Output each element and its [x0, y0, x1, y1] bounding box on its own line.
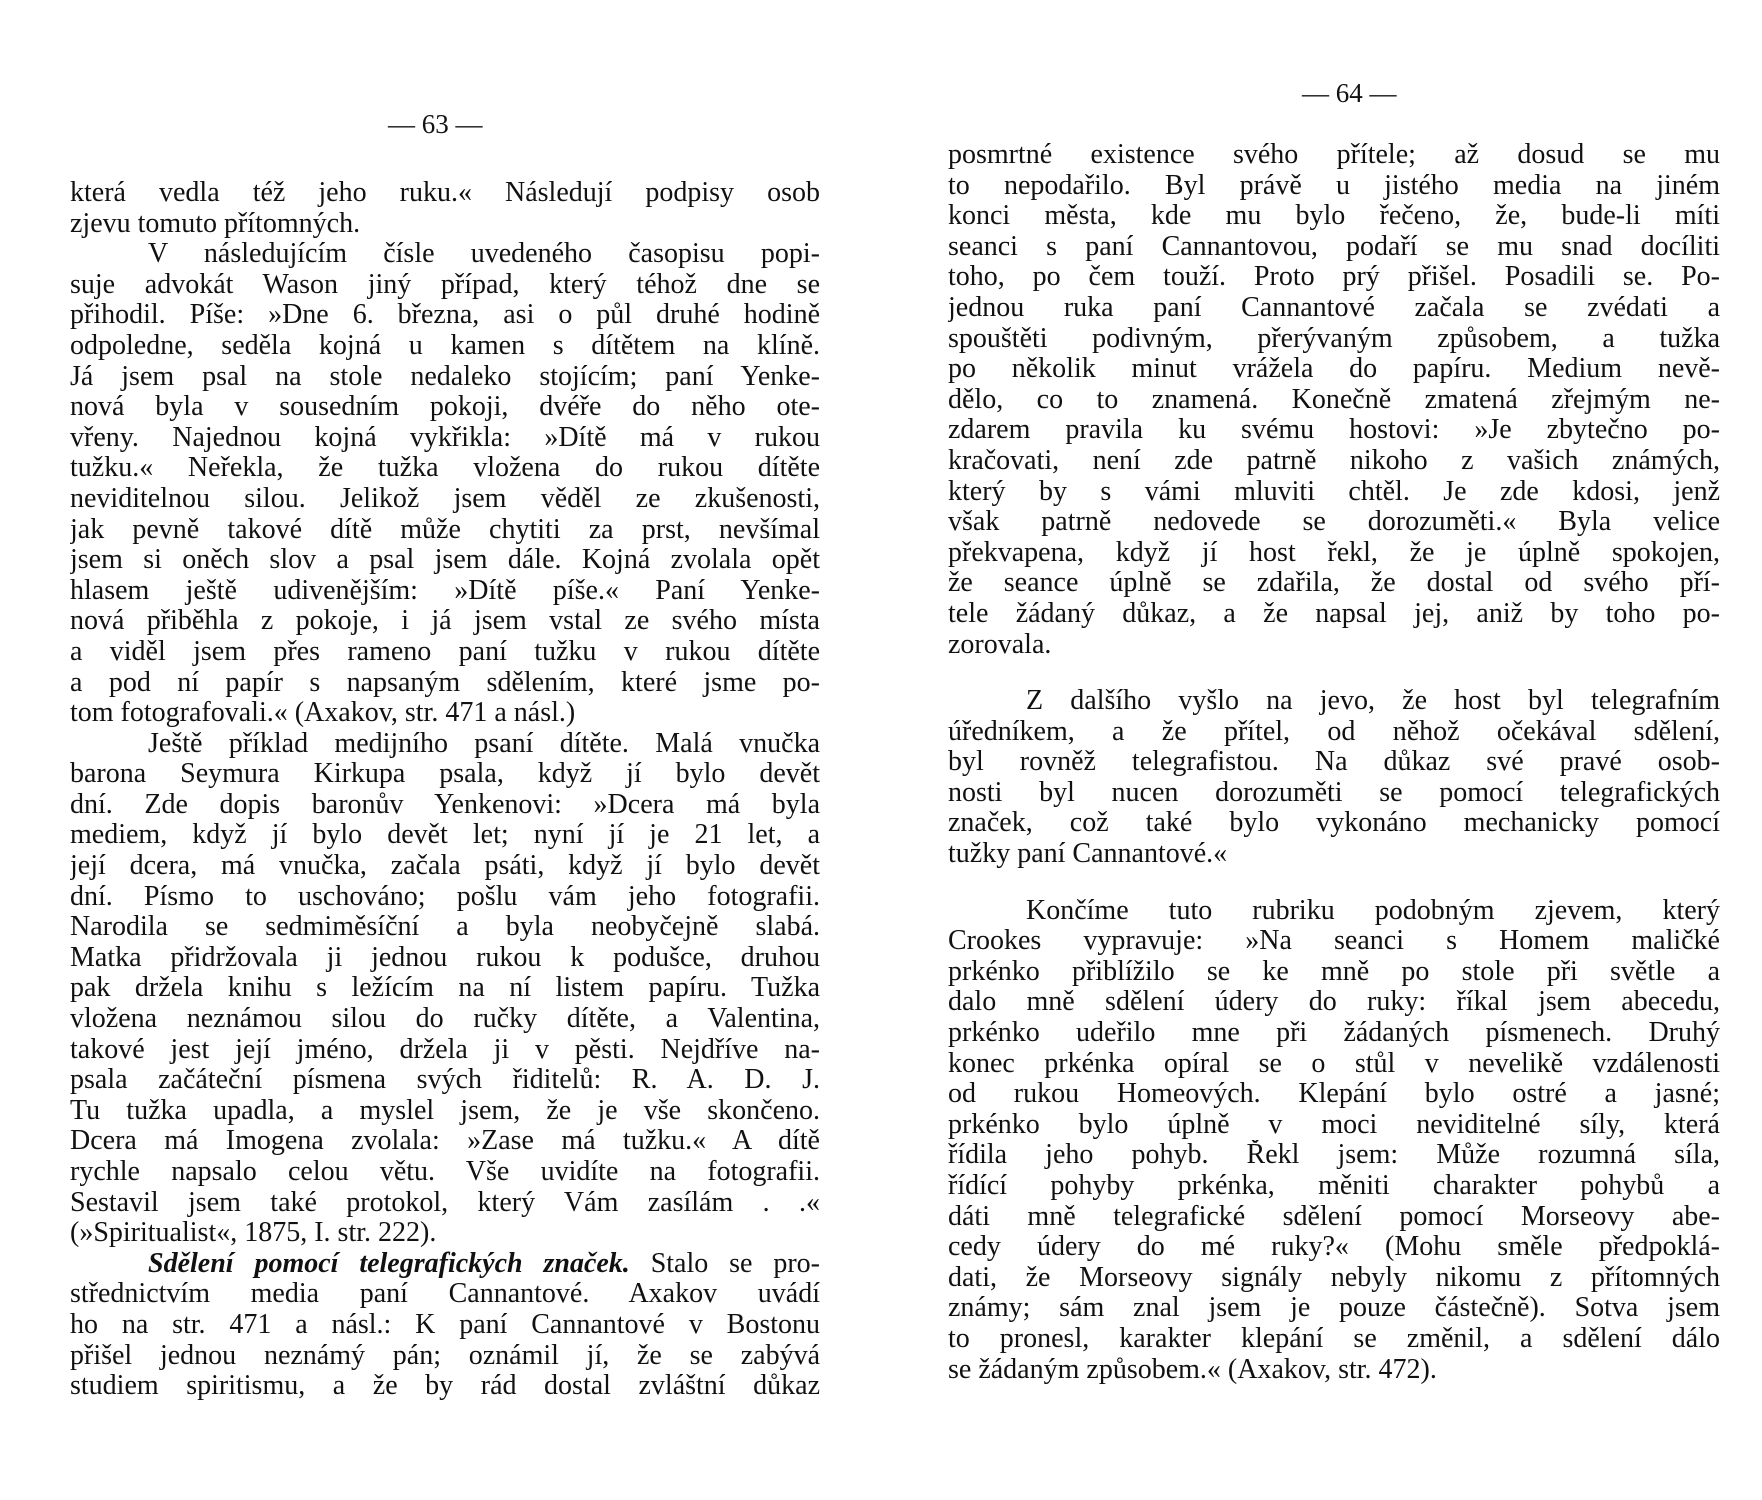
- text-line: [70, 1218, 820, 1249]
- text-line: [70, 790, 820, 821]
- line-text: takové jest její jméno, držela ji v pěsti. Nejdříve na-: [70, 1034, 820, 1065]
- text-line: [70, 973, 820, 1004]
- line-text: úředníkem, a že přítel, od něhož očekával sdělení,: [948, 716, 1720, 747]
- text-line: [948, 354, 1720, 385]
- text-line: [948, 747, 1720, 778]
- line-text: Dcera má Imogena zvolala: »Zase má tužku.« A dítě: [70, 1126, 820, 1157]
- line-text: prkénko udeřilo mne při žádaných písmenech. Druhý: [948, 1018, 1720, 1049]
- text-line: [70, 270, 820, 301]
- text-line: [948, 538, 1720, 569]
- text-line: [70, 1126, 820, 1157]
- line-text: po několik minut vrážela do papíru. Medium nevě-: [948, 354, 1720, 385]
- text-line: [70, 606, 820, 637]
- line-text: hlasem ještě udivenějším: »Dítě píše.« Paní Yenke-: [70, 575, 820, 606]
- text-line: [948, 957, 1720, 988]
- text-line: [948, 262, 1720, 293]
- line-text: neviditelnou silou. Jelikož jsem věděl ze zkušenosti,: [70, 483, 820, 514]
- text-line: [948, 568, 1720, 599]
- text-line: [70, 729, 820, 760]
- line-text: posmrtné existence svého přítele; až dosud se mu: [948, 140, 1720, 170]
- line-text: však patrně nedovede se dorozuměti.« Byla velice: [948, 507, 1720, 538]
- line-text: ho na str. 471 a násl.: K paní Cannantové v Bostonu: [70, 1309, 820, 1340]
- text-line: [948, 1232, 1720, 1263]
- text-line: [70, 576, 820, 607]
- text-line: [70, 515, 820, 546]
- text-line: [948, 1293, 1720, 1324]
- text-line: [70, 1035, 820, 1066]
- text-line: [948, 987, 1720, 1018]
- line-text: suje advokát Wason jiný případ, který téhož dne se: [70, 269, 820, 300]
- line-text: prkénko bylo úplně v moci neviditelné síly, která: [948, 1109, 1720, 1140]
- text-line: [70, 637, 820, 668]
- paragraph-gap: [948, 660, 1720, 686]
- line-text: vřeny. Najednou kojná vykřikla: »Dítě má v rukou: [70, 422, 820, 453]
- line-text: zorovala.: [948, 629, 1052, 660]
- line-text: dalo mně sdělení údery do ruky: říkal jsem abecedu,: [948, 987, 1720, 1018]
- line-text: nová přiběhla z pokoje, i já jsem vstal ze svého místa: [70, 606, 820, 637]
- line-text: barona Seymura Kirkupa psala, když jí bylo devět: [70, 759, 820, 790]
- line-text: studiem spiritismu, a že by rád dostal zvláštní důkaz: [70, 1371, 820, 1402]
- line-text: to pronesl, karakter klepání se změnil, a sdělení dálo: [948, 1323, 1720, 1354]
- line-text: (»Spiritualist«, 1875, I. str. 222).: [70, 1218, 437, 1249]
- text-line: [948, 171, 1720, 202]
- page-number: — 64 —: [1302, 78, 1397, 108]
- text-line: [948, 1140, 1720, 1171]
- line-text: od rukou Homeových. Klepání bylo ostré a jasné;: [948, 1079, 1720, 1110]
- text-line: [948, 385, 1720, 416]
- text-line: [948, 1202, 1720, 1233]
- text-line: [70, 545, 820, 576]
- text-line: [70, 1249, 820, 1280]
- line-text: Ještě příklad medijního psaní dítěte. Malá vnučka: [148, 728, 820, 759]
- text-line: [948, 232, 1720, 263]
- text-line: [70, 1004, 820, 1035]
- line-text: řídila jeho pohyb. Řekl jsem: Může rozumná síla,: [948, 1140, 1720, 1171]
- line-text: konec prkénka opíral se o stůl v nevelikě vzdálenosti: [948, 1048, 1720, 1079]
- page-body-text: [948, 140, 1720, 1385]
- text-line: [948, 599, 1720, 630]
- text-line: [70, 1371, 820, 1402]
- text-line: [70, 178, 820, 209]
- text-line: [70, 851, 820, 882]
- line-text: V následujícím čísle uvedeného časopisu popi-: [148, 239, 820, 270]
- text-line: [70, 362, 820, 393]
- text-line: [70, 300, 820, 331]
- line-text: a pod ní papír s napsaným sdělením, které jsme po-: [70, 667, 820, 698]
- text-line: [948, 808, 1720, 839]
- text-line: [70, 1065, 820, 1096]
- line-text: Sestavil jsem také protokol, který Vám zasílám . .«: [70, 1187, 820, 1218]
- line-text: překvapena, když jí host řekl, že je úplně spokojen,: [948, 537, 1720, 568]
- line-text: Narodila se sedmiměsíční a byla neobyčejně slabá.: [70, 912, 820, 943]
- text-line: [70, 759, 820, 790]
- page-body-text: [70, 178, 820, 1402]
- line-text: prkénko přiblížilo se ke mně po stole při světle a: [948, 956, 1720, 987]
- text-line: [70, 1096, 820, 1127]
- line-text: tom fotografovali.« (Axakov, str. 471 a násl.): [70, 698, 576, 729]
- text-line: [70, 1310, 820, 1341]
- line-text: přihodil. Píše: »Dne 6. března, asi o půl druhé hodině: [70, 300, 820, 331]
- text-line: [948, 201, 1720, 232]
- page-number: — 63 —: [388, 109, 483, 139]
- line-text: a viděl jsem přes rameno paní tužku v rukou dítěte: [70, 636, 820, 667]
- line-text: zjevu tomuto přítomných.: [70, 208, 361, 239]
- section-heading: Sdělení pomocí telegrafických značek.: [148, 1248, 630, 1279]
- text-line: [70, 392, 820, 423]
- line-text: cedy údery do mé ruky?« (Mohu směle předpoklá-: [948, 1232, 1720, 1263]
- text-line: [70, 1188, 820, 1219]
- text-line: [948, 140, 1720, 171]
- text-line: [948, 630, 1720, 661]
- line-text: kračovati, není zde patrně nikoho z vašich známých,: [948, 445, 1720, 476]
- text-line: [948, 778, 1720, 809]
- text-line: [948, 839, 1720, 870]
- text-line: [948, 1355, 1720, 1386]
- text-line: [70, 698, 820, 729]
- text-line: [70, 943, 820, 974]
- line-text: přišel jednou neznámý pán; oznámil jí, že se zabývá: [70, 1340, 820, 1371]
- text-line: [948, 1171, 1720, 1202]
- line-text: se žádaným způsobem.« (Axakov, str. 472).: [948, 1354, 1437, 1385]
- text-line: [70, 239, 820, 270]
- line-text: který by s vámi mluviti chtěl. Je zde kdosi, jenž: [948, 476, 1720, 507]
- line-text: řídící pohyby prkénka, měniti charakter pohybů a: [948, 1171, 1720, 1201]
- text-line: [70, 668, 820, 699]
- text-line: [70, 882, 820, 913]
- line-text: zdarem pravila ku svému hostovi: »Je zbytečno po-: [948, 415, 1720, 446]
- paragraph-gap: [948, 870, 1720, 896]
- text-line: [948, 293, 1720, 324]
- line-text: pak držela knihu s ležícím na ní listem papíru. Tužka: [70, 973, 820, 1004]
- text-line: [948, 1049, 1720, 1080]
- text-line: [948, 1110, 1720, 1141]
- text-line: [70, 912, 820, 943]
- line-text: tužku.« Neřekla, že tužka vložena do rukou dítěte: [70, 453, 820, 484]
- text-line: [70, 209, 820, 240]
- text-line: [948, 1324, 1720, 1355]
- line-text: která vedla též jeho ruku.« Následují podpisy osob: [70, 178, 820, 208]
- text-line: [948, 926, 1720, 957]
- text-line: [948, 1263, 1720, 1294]
- line-text: byl rovněž telegrafistou. Na důkaz své pravé osob-: [948, 747, 1720, 778]
- text-line: [948, 324, 1720, 355]
- line-text: tele žádaný důkaz, a že napsal jej, aniž by toho po-: [948, 598, 1720, 629]
- text-line: [70, 484, 820, 515]
- line-text: jak pevně takové dítě může chytiti za prst, nevšímal: [70, 514, 820, 545]
- text-line: [948, 446, 1720, 477]
- line-text: to nepodařilo. Byl právě u jistého media na jiném: [948, 170, 1720, 201]
- text-line: [948, 1079, 1720, 1110]
- line-text: toho, po čem touží. Proto prý přišel. Posadili se. Po-: [948, 262, 1720, 293]
- line-text: seanci s paní Cannantovou, podaří se mu snad docíliti: [948, 231, 1720, 262]
- line-text: nová byla v sousedním pokoji, dvéře do něho ote-: [70, 392, 820, 423]
- line-text: dní. Písmo to uschováno; pošlu vám jeho fotografii.: [70, 881, 820, 912]
- line-text: Crookes vypravuje: »Na seanci s Homem maličké: [948, 926, 1720, 957]
- line-text: že seance úplně se zdařila, že dostal od svého pří-: [948, 568, 1720, 599]
- text-line: [70, 331, 820, 362]
- text-line: [948, 415, 1720, 446]
- line-text: jsem si oněch slov a psal jsem dále. Kojná zvolala opět: [70, 545, 820, 576]
- text-line: [70, 820, 820, 851]
- text-line: [948, 686, 1720, 717]
- line-text: Z dalšího vyšlo na jevo, že host byl telegrafním: [1026, 686, 1720, 717]
- line-text: konci města, kde mu bylo řečeno, že, bude-li míti: [948, 201, 1720, 232]
- text-line: [948, 477, 1720, 508]
- text-line: [948, 507, 1720, 538]
- line-text: nosti byl nucen dorozuměti se pomocí telegrafických: [948, 777, 1720, 808]
- line-text: Matka přidržovala ji jednou rukou k podušce, druhou: [70, 942, 820, 973]
- text-line: [70, 453, 820, 484]
- line-text: dní. Zde dopis baronův Yenkenovi: »Dcera má byla: [70, 789, 820, 820]
- line-text: dati, že Morseovy signály nebyly nikomu z přítomných: [948, 1262, 1720, 1293]
- line-text: mediem, když jí bylo devět let; nyní jí je 21 let, a: [70, 820, 820, 851]
- line-text: její dcera, má vnučka, začala psáti, když jí bylo devět: [70, 851, 820, 882]
- line-text: Tu tužka upadla, a myslel jsem, že je vše skončeno.: [70, 1095, 820, 1126]
- line-text: jednou ruka paní Cannantové začala se zvédati a: [948, 292, 1720, 323]
- text-line: [948, 717, 1720, 748]
- line-text: dělo, co to znamená. Konečně zmatená zřejmým ne-: [948, 384, 1720, 415]
- line-text: Já jsem psal na stole nedaleko stojícím; paní Yenke-: [70, 361, 820, 392]
- line-text: vložena neznámou silou do ručky dítěte, a Valentina,: [70, 1004, 820, 1035]
- line-text: rychle napsalo celou větu. Vše uvidíte na fotografii.: [70, 1157, 820, 1187]
- line-text: střednictvím media paní Cannantové. Axakov uvádí: [70, 1279, 820, 1310]
- line-text: Končíme tuto rubriku podobným zjevem, který: [1026, 895, 1720, 926]
- line-text: známy; sám znal jsem je pouze částečně). Sotva jsem: [948, 1293, 1720, 1324]
- line-text: značek, což také bylo vykonáno mechanicky pomocí: [948, 808, 1720, 839]
- line-text: psala začáteční písmena svých řiditelů: R. A. D. J.: [70, 1065, 820, 1096]
- text-line: [948, 896, 1720, 927]
- text-line: [70, 1279, 820, 1310]
- text-line: [70, 1157, 820, 1188]
- text-line: [948, 1018, 1720, 1049]
- line-text: spouštěti podivným, přerývaným způsobem, a tužka: [948, 323, 1720, 354]
- text-line: [70, 423, 820, 454]
- line-text: tužky paní Cannantové.«: [948, 839, 1228, 870]
- line-text: odpoledne, seděla kojná u kamen s dítětem na klíně.: [70, 330, 820, 361]
- line-text: dáti mně telegrafické sdělení pomocí Morseovy abe-: [948, 1201, 1720, 1232]
- line-text: Stalo se pro-: [629, 1248, 820, 1279]
- text-line: [70, 1341, 820, 1372]
